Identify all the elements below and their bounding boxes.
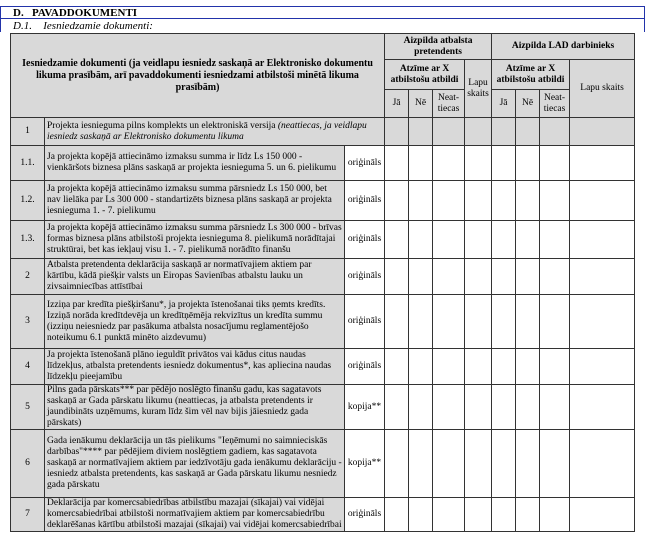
cell-yes-applicant[interactable] bbox=[385, 349, 409, 385]
cell-no-applicant[interactable] bbox=[409, 430, 433, 498]
header-yes-lad: Jā bbox=[492, 90, 516, 118]
cell-yes-applicant[interactable] bbox=[385, 221, 409, 259]
table-row bbox=[11, 295, 635, 349]
table-row bbox=[11, 118, 635, 146]
row-number: 7 bbox=[11, 498, 45, 532]
cell-no-lad[interactable] bbox=[516, 181, 540, 221]
header-na-lad: Neat-tiecas bbox=[540, 90, 570, 118]
table-row bbox=[11, 385, 635, 430]
cell-yes-applicant[interactable] bbox=[385, 295, 409, 349]
subsection-heading bbox=[0, 18, 645, 32]
cell-pages-applicant[interactable] bbox=[465, 385, 492, 430]
table-row bbox=[11, 181, 635, 221]
cell-na-lad[interactable] bbox=[540, 259, 570, 295]
row-document-type: oriģināls bbox=[345, 259, 385, 295]
row-number: 3 bbox=[11, 295, 45, 349]
cell-pages-lad[interactable] bbox=[570, 146, 635, 181]
cell-no-lad[interactable] bbox=[516, 430, 540, 498]
cell-no-applicant[interactable] bbox=[409, 385, 433, 430]
row-document-type: kopija** bbox=[345, 430, 385, 498]
header-no-applicant: Nē bbox=[409, 90, 433, 118]
cell-no-applicant[interactable] bbox=[409, 295, 433, 349]
table-row bbox=[11, 221, 635, 259]
cell-no-lad[interactable] bbox=[516, 349, 540, 385]
cell-yes-applicant[interactable] bbox=[385, 430, 409, 498]
header-documents: Iesniedzamie dokumenti (ja veidlapu iesniedz saskaņā ar Elektronisko dokumentu likuma prasībām, arī pavaddokumenti iesniedzami atbilstoši minētā likuma prasībām) bbox=[11, 34, 385, 118]
cell-na-applicant bbox=[433, 118, 465, 146]
documents-table bbox=[10, 33, 635, 532]
cell-na-lad[interactable] bbox=[540, 221, 570, 259]
cell-pages-lad[interactable] bbox=[570, 385, 635, 430]
cell-pages-applicant[interactable] bbox=[465, 259, 492, 295]
cell-yes-lad[interactable] bbox=[492, 498, 516, 532]
header-mark-applicant: Atzīme ar X atbilstošu atbildi bbox=[385, 60, 465, 90]
row-text: Deklarācija par komercsabiedrības atbilstību mazajai (sīkajai) vai vidējai komercsabiedrībai atbilstoši normatīvajiem aktiem par komercsabiedrību deklarēšanas kārtību atbilstoši mazajai (sīkajai) vai vidējai komercsabiedrībai bbox=[45, 498, 345, 532]
row-number: 1.3. bbox=[11, 221, 45, 259]
cell-pages-applicant[interactable] bbox=[465, 498, 492, 532]
cell-no-lad[interactable] bbox=[516, 385, 540, 430]
cell-na-applicant[interactable] bbox=[433, 430, 465, 498]
cell-pages-lad[interactable] bbox=[570, 259, 635, 295]
cell-na-lad[interactable] bbox=[540, 295, 570, 349]
cell-no-lad[interactable] bbox=[516, 498, 540, 532]
row-number: 4 bbox=[11, 349, 45, 385]
section-letter: D. bbox=[13, 7, 24, 19]
row-text bbox=[45, 118, 385, 146]
section-title: PAVADDOKUMENTI bbox=[31, 7, 138, 19]
section-heading bbox=[0, 6, 645, 18]
header-group-applicant: Aizpilda atbalsta pretendents bbox=[385, 34, 492, 60]
row-text: Atbalsta pretendenta deklarācija saskaņā ar normatīvajiem aktiem par kārtību, kādā piešķir valsts un Eiropas Savienības atbalstu lauku un zivsaimniecības attīstībai bbox=[45, 259, 345, 295]
cell-pages-applicant[interactable] bbox=[465, 221, 492, 259]
row-text: Pilns gada pārskats*** par pēdējo noslēgto finanšu gadu, kas sagatavots saskaņā ar Gada pārskatu likumu (neattiecas, ja atbalsta pretendents ir jaundibināts uzņēmums, kuram līdz šim vēl nav bijis jāiesniedz gada pārskats) bbox=[45, 385, 345, 430]
cell-na-applicant[interactable] bbox=[433, 295, 465, 349]
cell-yes-lad[interactable] bbox=[492, 221, 516, 259]
row-number: 1.2. bbox=[11, 181, 45, 221]
cell-no-applicant[interactable] bbox=[409, 498, 433, 532]
header-yes-applicant: Jā bbox=[385, 90, 409, 118]
cell-pages-lad[interactable] bbox=[570, 430, 635, 498]
cell-pages-applicant[interactable] bbox=[465, 349, 492, 385]
cell-na-lad[interactable] bbox=[540, 181, 570, 221]
row-document-type: oriģināls bbox=[345, 498, 385, 532]
cell-yes-lad[interactable] bbox=[492, 146, 516, 181]
cell-yes-lad[interactable] bbox=[492, 295, 516, 349]
row-text-main: Projekta iesnieguma pilns komplekts un elektroniskā versija bbox=[47, 120, 278, 131]
cell-yes-applicant[interactable] bbox=[385, 259, 409, 295]
cell-no-applicant bbox=[409, 118, 433, 146]
row-number: 6 bbox=[11, 430, 45, 498]
cell-na-lad[interactable] bbox=[540, 146, 570, 181]
header-pages-applicant: Lapu skaits bbox=[465, 60, 492, 118]
row-document-type: oriģināls bbox=[345, 349, 385, 385]
cell-yes-lad bbox=[492, 118, 516, 146]
row-text-italic: (neattiecas, ja veidlapu iesniedz saskaņā ar Elektronisko dokumentu likuma bbox=[47, 120, 367, 142]
row-text: Izziņa par kredīta piešķiršanu*, ja projekta īstenošanai tiks ņemts kredīts. Izziņā norāda kredītdevēja un kredītņēmēja rekvizītus un kredīta summu (izziņu neiesniedz par pasākuma atbalsta nosacījumu reglamentējošo noteikumu 6.1 punktā minēto aizdevumu) bbox=[45, 295, 345, 349]
cell-na-lad[interactable] bbox=[540, 349, 570, 385]
row-text: Ja projekta kopējā attiecināmo izmaksu summa pārsniedz Ls 150 000, bet nav lielāka par Ls 300 000 - standartizēts biznesa plāns saskaņā ar projekta iesnieguma 1. - 7. pielikumu bbox=[45, 181, 345, 221]
cell-na-lad[interactable] bbox=[540, 385, 570, 430]
cell-yes-lad[interactable] bbox=[492, 259, 516, 295]
cell-pages-lad bbox=[570, 118, 635, 146]
table-row bbox=[11, 498, 635, 532]
cell-pages-lad[interactable] bbox=[570, 221, 635, 259]
cell-pages-applicant[interactable] bbox=[465, 430, 492, 498]
row-text: Ja projekta kopējā attiecināmo izmaksu summa ir līdz Ls 150 000 - vienkāršots biznesa plāns saskaņā ar projekta iesnieguma 5. un 6. pielikumu bbox=[45, 146, 345, 181]
cell-yes-lad[interactable] bbox=[492, 430, 516, 498]
cell-na-applicant[interactable] bbox=[433, 498, 465, 532]
cell-pages-applicant[interactable] bbox=[465, 181, 492, 221]
cell-yes-applicant[interactable] bbox=[385, 181, 409, 221]
cell-na-applicant[interactable] bbox=[433, 349, 465, 385]
cell-na-applicant[interactable] bbox=[433, 221, 465, 259]
cell-na-applicant[interactable] bbox=[433, 146, 465, 181]
cell-na-applicant[interactable] bbox=[433, 259, 465, 295]
row-number: 1.1. bbox=[11, 146, 45, 181]
cell-no-lad[interactable] bbox=[516, 221, 540, 259]
cell-pages-lad[interactable] bbox=[570, 349, 635, 385]
cell-pages-applicant bbox=[465, 118, 492, 146]
cell-na-applicant[interactable] bbox=[433, 385, 465, 430]
cell-pages-lad[interactable] bbox=[570, 295, 635, 349]
table-row bbox=[11, 146, 635, 181]
cell-pages-applicant[interactable] bbox=[465, 295, 492, 349]
cell-no-applicant[interactable] bbox=[409, 259, 433, 295]
cell-no-applicant[interactable] bbox=[409, 349, 433, 385]
header-mark-lad: Atzīme ar X atbilstošu atbildi bbox=[492, 60, 570, 90]
cell-pages-lad[interactable] bbox=[570, 498, 635, 532]
table-row bbox=[11, 430, 635, 498]
table-row bbox=[11, 349, 635, 385]
subsection-title: Iesniedzamie dokumenti: bbox=[43, 20, 153, 32]
row-number: 5 bbox=[11, 385, 45, 430]
table-row bbox=[11, 259, 635, 295]
row-text: Ja projekta īstenošanā plāno ieguldīt privātos vai kādus citus naudas līdzekļus, atbalsta pretendents iesniedz dokumentus*, kas apliecina naudas līdzekļu pieejamību bbox=[45, 349, 345, 385]
row-number: 1 bbox=[11, 118, 45, 146]
row-document-type: oriģināls bbox=[345, 146, 385, 181]
subsection-number: D.1. bbox=[13, 20, 32, 32]
cell-no-applicant[interactable] bbox=[409, 181, 433, 221]
header-pages-lad: Lapu skaits bbox=[570, 60, 635, 118]
cell-na-lad bbox=[540, 118, 570, 146]
row-text: Ja projekta kopējā attiecināmo izmaksu summa pārsniedz Ls 300 000 - brīvas formas biznesa plāns atbilstoši projekta iesnieguma 8. pielikumā norādītajai struktūrai, bet kas iekļauj visu 1. - 7. pielikumā norādīto finanšu bbox=[45, 221, 345, 259]
row-document-type: oriģināls bbox=[345, 181, 385, 221]
header-group-lad: Aizpilda LAD darbinieks bbox=[492, 34, 635, 60]
cell-no-lad[interactable] bbox=[516, 146, 540, 181]
cell-pages-applicant[interactable] bbox=[465, 146, 492, 181]
cell-no-applicant[interactable] bbox=[409, 221, 433, 259]
cell-no-lad[interactable] bbox=[516, 259, 540, 295]
row-text: Gada ienākumu deklarācija un tās pielikums "Ieņēmumi no saimnieciskās darbības"**** par pēdējiem diviem noslēgtiem gadiem, kas sagatavota saskaņā ar normatīvajiem aktiem par iedzīvotāju gada ienākumu deklarāciju - iesniedz atbalsta pretendents, kas saskaņā ar Gada pārskatu likumu nesniedz gada pārskatu bbox=[45, 430, 345, 498]
cell-na-lad[interactable] bbox=[540, 430, 570, 498]
row-document-type: oriģināls bbox=[345, 221, 385, 259]
cell-yes-applicant[interactable] bbox=[385, 146, 409, 181]
cell-no-lad[interactable] bbox=[516, 295, 540, 349]
cell-yes-applicant[interactable] bbox=[385, 498, 409, 532]
cell-yes-lad[interactable] bbox=[492, 385, 516, 430]
cell-yes-applicant[interactable] bbox=[385, 385, 409, 430]
cell-yes-lad[interactable] bbox=[492, 349, 516, 385]
row-document-type: kopija** bbox=[345, 385, 385, 430]
cell-na-applicant[interactable] bbox=[433, 181, 465, 221]
cell-na-lad[interactable] bbox=[540, 498, 570, 532]
cell-no-lad bbox=[516, 118, 540, 146]
cell-pages-lad[interactable] bbox=[570, 181, 635, 221]
cell-no-applicant[interactable] bbox=[409, 146, 433, 181]
header-no-lad: Nē bbox=[516, 90, 540, 118]
header-na-applicant: Neat-tiecas bbox=[433, 90, 465, 118]
cell-yes-lad[interactable] bbox=[492, 181, 516, 221]
cell-yes-applicant bbox=[385, 118, 409, 146]
row-document-type: oriģināls bbox=[345, 295, 385, 349]
row-number: 2 bbox=[11, 259, 45, 295]
